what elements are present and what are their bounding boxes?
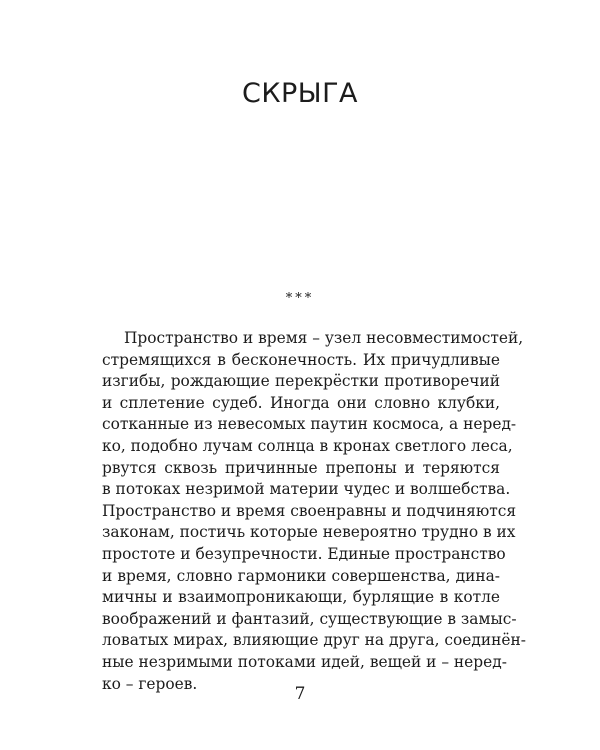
section-separator: *** (285, 291, 315, 306)
paragraph-line: законам, постичь которые невероятно трудно в их (102, 523, 516, 542)
paragraph-line: сотканные из невесомых паутин космоса, а неред- (102, 415, 517, 434)
page-number: 7 (294, 684, 306, 704)
paragraph-line: и сплетение судеб. Иногда они словно клубки, (102, 393, 500, 412)
chapter-title: СКРЫГА (241, 78, 359, 110)
paragraph-line: ловатых мирах, влияющие друг на друга, соединён- (102, 631, 526, 650)
paragraph-line: Пространство и время своенравны и подчиняются (102, 501, 517, 520)
paragraph-line: изгибы, рождающие перекрёстки противоречий (102, 372, 500, 391)
paragraph-line: ные незримыми потоками идей, вещей и – неред- (102, 652, 507, 671)
paragraph-line: и время, словно гармоники совершенства, дина- (102, 566, 500, 585)
paragraph-line: стремящихся в бесконечность. Их причудливые (102, 350, 500, 369)
paragraph-line: ко – героев. (102, 674, 198, 693)
paragraph-line: простоте и безупречности. Единые пространство (102, 544, 506, 563)
paragraph-line: Пространство и время – узел несовместимостей, (124, 329, 524, 347)
paragraph-line: мичны и взаимопроникающи, бурлящие в котле (102, 588, 500, 607)
body-paragraph (102, 328, 526, 695)
paragraph-line: воображений и фантазий, существующие в замыс- (102, 609, 517, 628)
paragraph-line: рвутся сквозь причинные препоны и теряются (102, 458, 500, 477)
paragraph-line: ко, подобно лучам солнца в кронах светлого леса, (102, 436, 513, 455)
paragraph-line: в потоках незримой материи чудес и волшебства. (102, 480, 511, 499)
